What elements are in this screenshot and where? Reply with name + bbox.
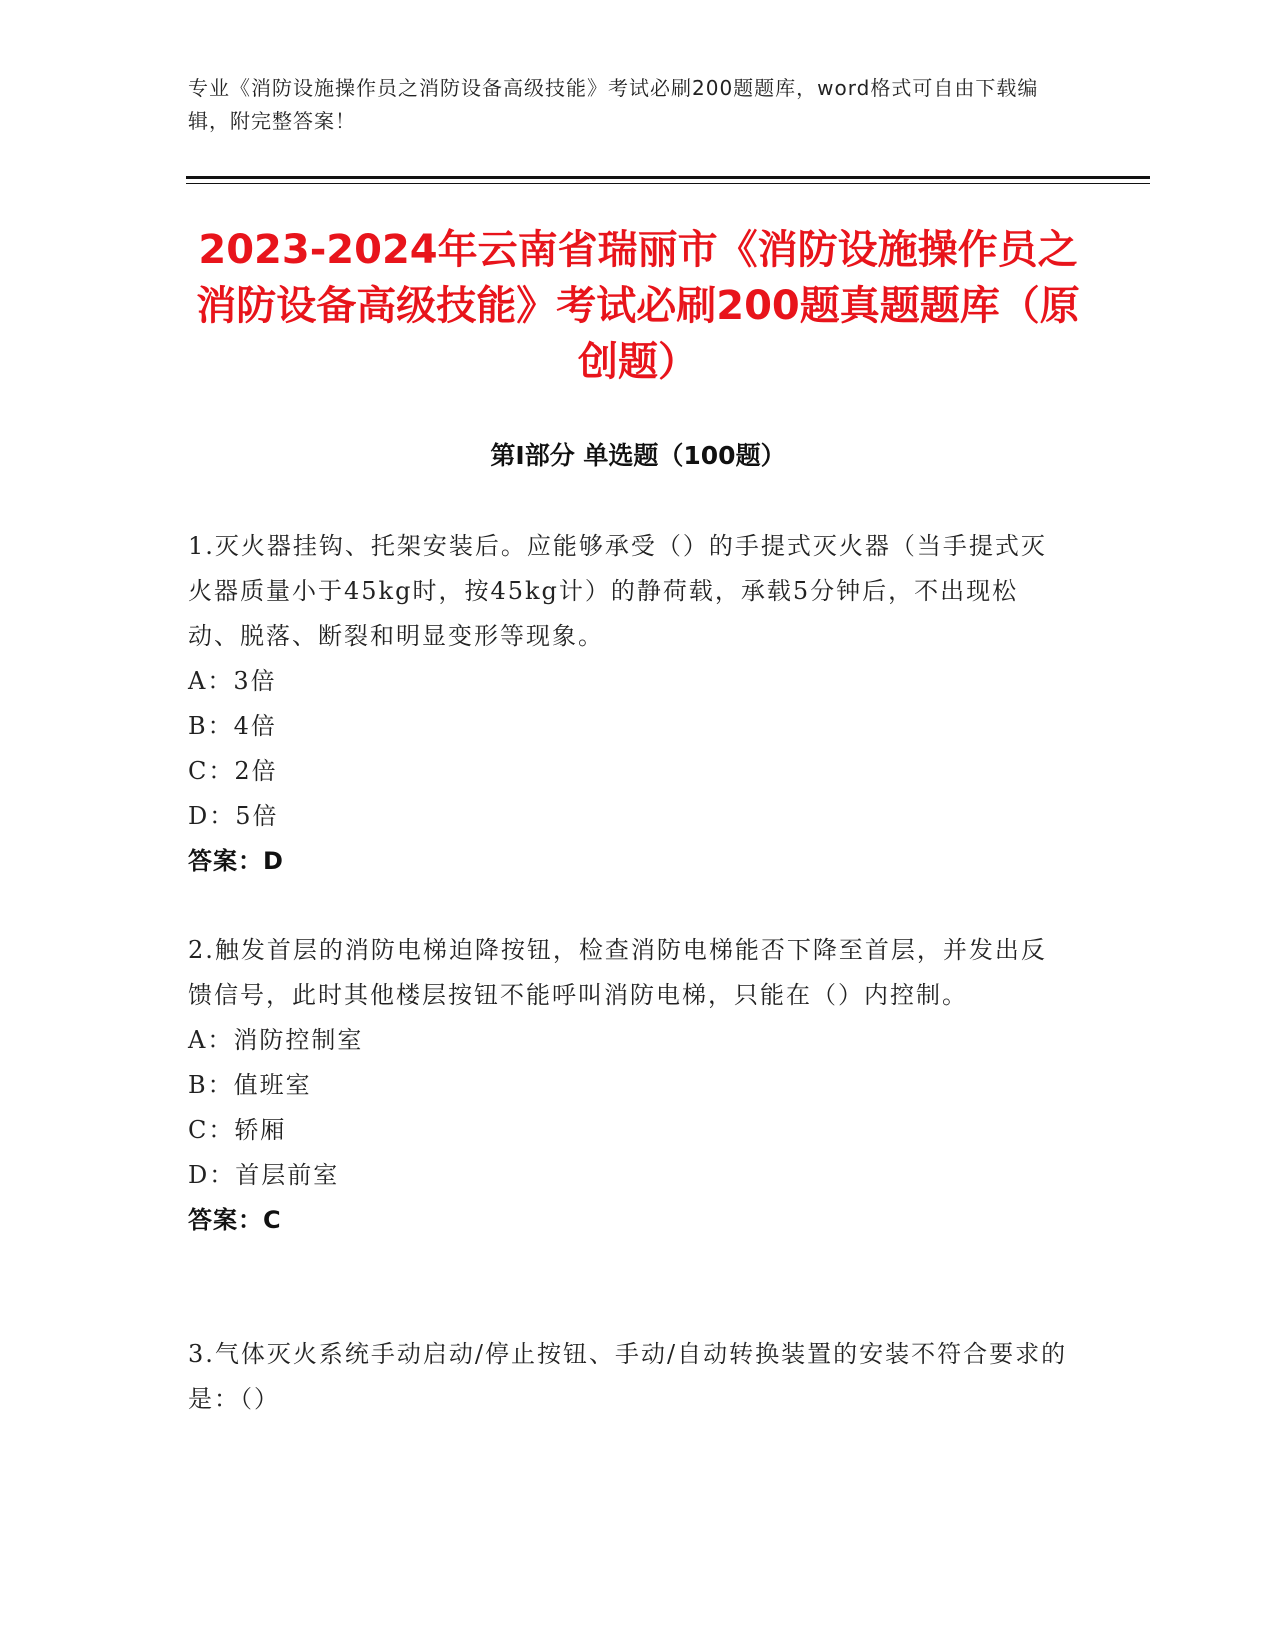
answer: 答案：C — [188, 1206, 282, 1234]
option-d: D：首层前室 — [188, 1161, 340, 1189]
header-note: 专业《消防设施操作员之消防设备高级技能》考试必刷200题题库，word格式可自由下载编辑，附完整答案！ — [188, 76, 1039, 133]
option-c: C：轿厢 — [188, 1116, 287, 1144]
document-title: 2023-2024年云南省瑞丽市《消防设施操作员之消防设备高级技能》考试必刷200题真题题库（原创题） — [196, 227, 1080, 385]
option-a: A：3倍 — [188, 667, 277, 695]
question-3 — [188, 1332, 1068, 1422]
option-d: D：5倍 — [188, 802, 279, 830]
option-b: B：4倍 — [188, 712, 277, 740]
option-c: C：2倍 — [188, 757, 278, 785]
header-divider-thick — [186, 176, 1150, 179]
question-stem: 1.灭火器挂钩、托架安装后。应能够承受（）的手提式灭火器（当手提式灭火器质量小于45kg时，按45kg计）的静荷载，承载5分钟后，不出现松动、脱落、断裂和明显变形等现象。 — [188, 532, 1047, 650]
option-b: B：值班室 — [188, 1071, 312, 1099]
section-title: 第Ⅰ部分 单选题（100题） — [490, 441, 786, 470]
answer: 答案：D — [188, 847, 284, 875]
header-divider-thin — [186, 183, 1150, 184]
question-stem: 2.触发首层的消防电梯迫降按钮，检查消防电梯能否下降至首层，并发出反馈信号，此时其他楼层按钮不能呼叫消防电梯，只能在（）内控制。 — [188, 936, 1047, 1009]
question-2 — [188, 928, 1068, 1243]
option-a: A：消防控制室 — [188, 1026, 364, 1054]
question-stem: 3.气体灭火系统手动启动/停止按钮、手动/自动转换装置的安装不符合要求的是：（） — [188, 1340, 1068, 1413]
question-1 — [188, 524, 1068, 884]
